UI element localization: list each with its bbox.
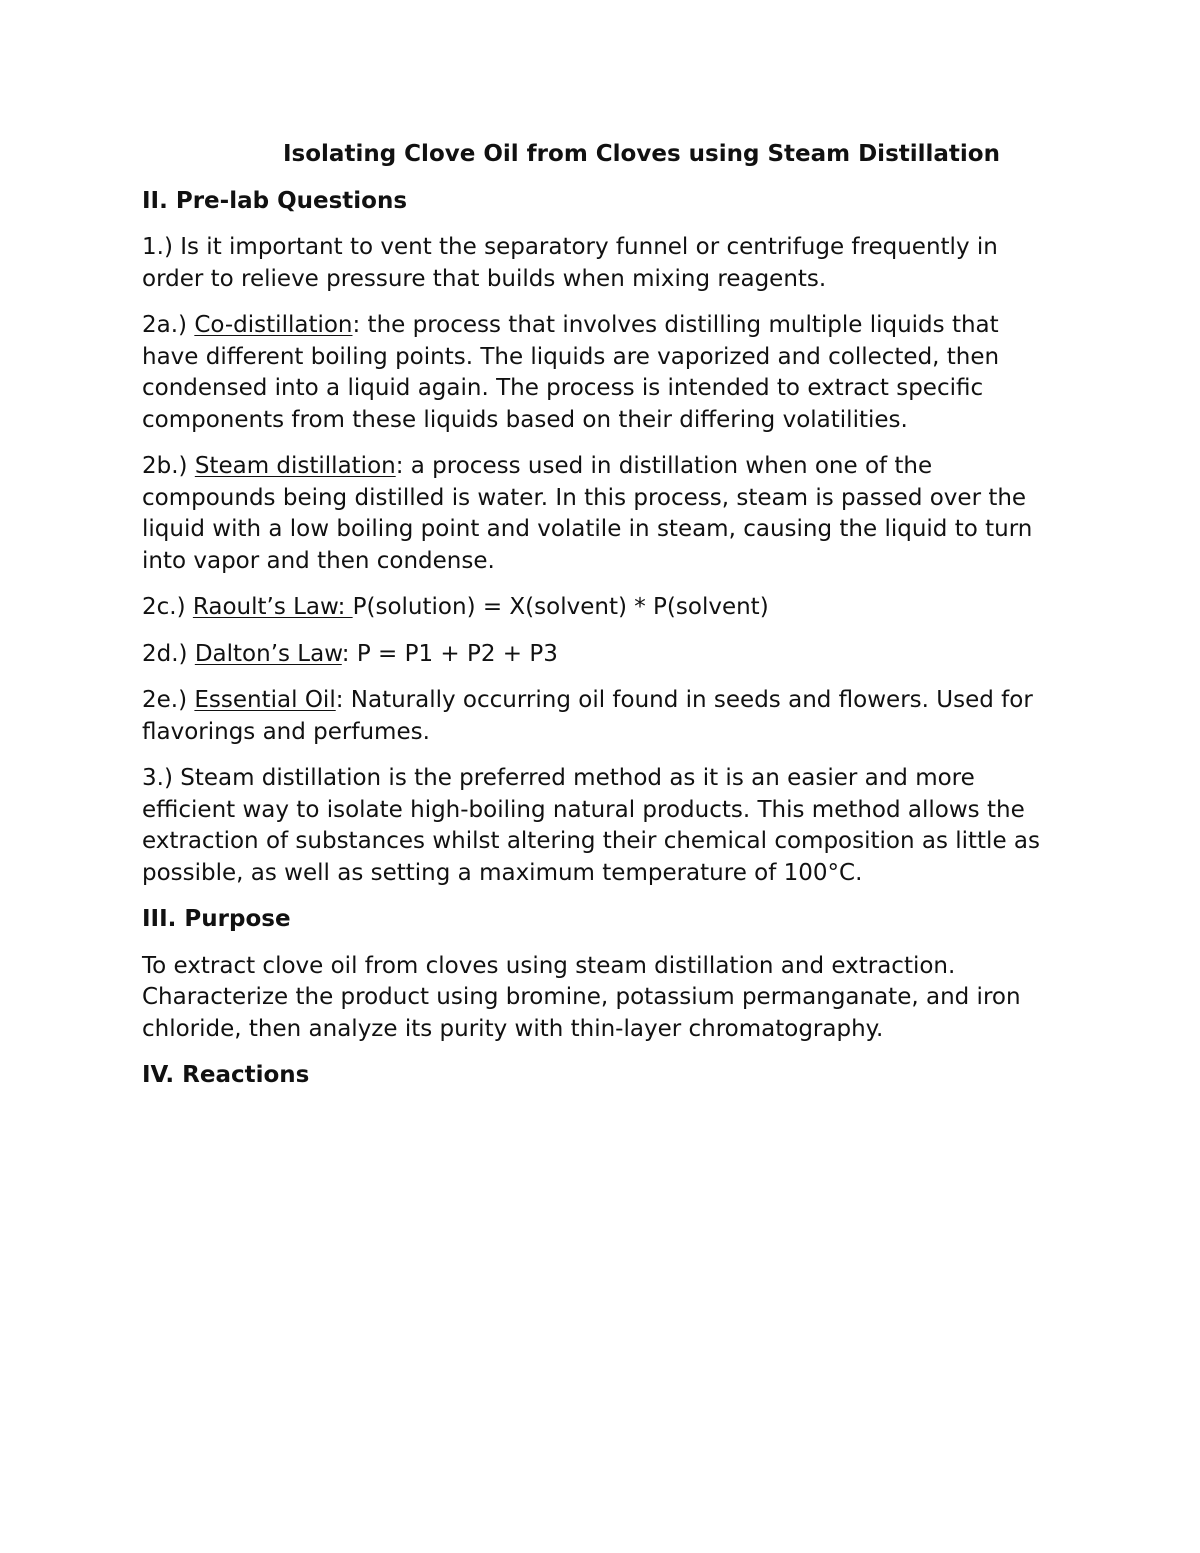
daltons-law-equation: : P = P1 + P2 + P3 bbox=[341, 640, 558, 667]
question-3-text: 3.) Steam distillation is the preferred method as it is an easier and more efficient way to isolate high-boiling natural products. This method allows the extraction of substances whilst altering their chemical composition as little as possible, as well as setting a maximum temperature of 100°C. bbox=[142, 765, 1040, 886]
prelab-question-2e bbox=[142, 685, 1062, 748]
raoults-law-term: Raoult’s Law: bbox=[192, 594, 353, 620]
prelab-question-2c bbox=[142, 592, 1062, 624]
prelab-question-2d bbox=[142, 639, 1062, 671]
question-2b-definition: : a process used in distillation when one of the compounds being distilled is water. In this process, steam is passed over the liquid with a low boiling point and volatile in steam, causing the liquid to turn into vapor and then condense. bbox=[142, 453, 1033, 574]
steam-distillation-term: Steam distillation bbox=[194, 453, 396, 479]
purpose-text: To extract clove oil from cloves using steam distillation and extraction. Characterize the product using bromine, potassium permanganate, and iron chloride, then analyze its purity with thin-layer chromatography. bbox=[142, 952, 1021, 1042]
prelab-heading: II. Pre-lab Questions bbox=[142, 187, 408, 214]
question-2b-prefix: 2b.) bbox=[142, 453, 195, 479]
document-title: Isolating Clove Oil from Cloves using Steam Distillation bbox=[283, 141, 1000, 167]
purpose-heading: III. Purpose bbox=[142, 906, 291, 932]
prelab-question-2b bbox=[142, 451, 1062, 577]
prelab-question-2a bbox=[142, 310, 1062, 436]
prelab-question-3 bbox=[142, 763, 1062, 889]
essential-oil-term: Essential Oil bbox=[194, 687, 336, 713]
question-1-text: 1.) Is it important to vent the separatory funnel or centrifuge frequently in order to relieve pressure that builds when mixing reagents. bbox=[142, 234, 998, 292]
daltons-law-term: Dalton’s Law bbox=[194, 640, 342, 667]
reactions-heading: IV. Reactions bbox=[142, 1062, 310, 1088]
raoults-law-equation: P(solution) = X(solvent) * P(solvent) bbox=[352, 594, 769, 620]
co-distillation-term: Co-distillation bbox=[194, 312, 353, 338]
document-body bbox=[142, 139, 1062, 1107]
question-2e-definition: : Naturally occurring oil found in seeds and flowers. Used for flavorings and perfumes. bbox=[142, 687, 1033, 745]
question-2d-prefix: 2d.) bbox=[142, 640, 195, 667]
prelab-question-1 bbox=[142, 232, 1062, 295]
question-2e-prefix: 2e.) bbox=[142, 687, 195, 713]
question-2a-definition: : the process that involves distilling multiple liquids that have different boiling points. The liquids are vaporized and collected, then condensed into a liquid again. The process is intended to extract specific components from these liquids based on their differing volatilities. bbox=[142, 312, 1000, 433]
question-2a-prefix: 2a.) bbox=[142, 312, 195, 338]
question-2c-prefix: 2c.) bbox=[142, 594, 193, 620]
